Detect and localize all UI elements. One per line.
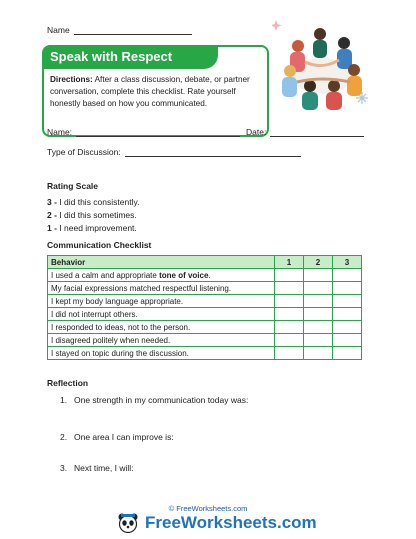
directions-label: Directions:	[50, 75, 93, 84]
brand-free: Free	[145, 513, 181, 532]
panda-icon	[117, 512, 139, 534]
date-label: Date:	[246, 127, 267, 137]
directions	[50, 74, 264, 110]
rating-cell-2[interactable]	[304, 347, 333, 360]
discussion-label: Type of Discussion:	[47, 147, 121, 157]
checklist-table	[47, 255, 362, 360]
checklist-heading: Communication Checklist	[47, 240, 152, 250]
scale-item-1	[47, 223, 137, 233]
rating-cell-3[interactable]	[333, 308, 362, 321]
table-row	[48, 269, 362, 282]
table-row	[48, 334, 362, 347]
table-row	[48, 308, 362, 321]
brand-text	[145, 513, 317, 533]
table-header-row	[48, 256, 362, 269]
scale-num: 3 -	[47, 197, 57, 207]
reflection-text: One strength in my communication today was:	[74, 395, 249, 405]
rating-cell-3[interactable]	[333, 269, 362, 282]
scale-item-3	[47, 197, 139, 207]
brand-com: .com	[276, 513, 317, 532]
table-row	[48, 347, 362, 360]
header-3: 3	[333, 256, 362, 269]
behavior-cell: I stayed on topic during the discussion.	[48, 347, 275, 360]
header-behavior: Behavior	[48, 256, 275, 269]
reflection-item-1	[60, 395, 248, 405]
behavior-post: .	[208, 270, 211, 280]
rating-cell-1[interactable]	[275, 347, 304, 360]
discussion-input-line[interactable]	[125, 148, 301, 157]
reflection-num: 1.	[60, 395, 68, 405]
table-row	[48, 295, 362, 308]
reflection-text: One area I can improve is:	[74, 432, 174, 442]
rating-cell-3[interactable]	[333, 321, 362, 334]
scale-num: 1 -	[47, 223, 57, 233]
sparkle-icon	[272, 20, 282, 31]
behavior-cell	[48, 269, 275, 282]
behavior-cell: I kept my body language appropriate.	[48, 295, 275, 308]
reflection-heading: Reflection	[47, 378, 89, 388]
brand-worksheets: Worksheets	[180, 513, 277, 532]
rating-cell-3[interactable]	[333, 334, 362, 347]
name-input-line[interactable]	[76, 128, 240, 137]
top-name-field	[47, 25, 192, 35]
rating-cell-2[interactable]	[304, 321, 333, 334]
rating-cell-3[interactable]	[333, 282, 362, 295]
table-row	[48, 282, 362, 295]
rating-cell-2[interactable]	[304, 269, 333, 282]
behavior-cell: I did not interrupt others.	[48, 308, 275, 321]
rating-cell-1[interactable]	[275, 282, 304, 295]
scale-num: 2 -	[47, 210, 57, 220]
behavior-text: I used a calm and appropriate	[51, 270, 160, 280]
footer-link[interactable]: © FreeWorksheets.com	[168, 504, 248, 513]
scale-text: I did this consistently.	[56, 197, 140, 207]
table-row	[48, 321, 362, 334]
rating-scale-heading: Rating Scale	[47, 181, 99, 191]
scale-item-2	[47, 210, 137, 220]
behavior-cell: I disagreed politely when needed.	[48, 334, 275, 347]
rating-cell-1[interactable]	[275, 321, 304, 334]
scale-text: I need improvement.	[56, 223, 137, 233]
behavior-bold: tone of voice	[159, 270, 209, 280]
discussion-row	[47, 147, 301, 157]
scale-text: I did this sometimes.	[56, 210, 137, 220]
group-circle-illustration	[272, 16, 372, 112]
reflection-num: 2.	[60, 432, 68, 442]
rating-cell-2[interactable]	[304, 295, 333, 308]
reflection-text: Next time, I will:	[74, 463, 134, 473]
directions-text: After a class discussion, debate, or partner conversation, complete this checklist. Rate yourself honestly based on how you communicated.	[50, 75, 250, 108]
top-name-label: Name	[47, 25, 70, 35]
rating-cell-3[interactable]	[333, 347, 362, 360]
rating-cell-2[interactable]	[304, 308, 333, 321]
name-date-row	[47, 127, 364, 137]
page-title: Speak with Respect	[50, 49, 173, 64]
rating-cell-1[interactable]	[275, 295, 304, 308]
date-input-line[interactable]	[270, 128, 364, 137]
reflection-num: 3.	[60, 463, 68, 473]
rating-cell-2[interactable]	[304, 334, 333, 347]
rating-cell-1[interactable]	[275, 269, 304, 282]
rating-cell-2[interactable]	[304, 282, 333, 295]
top-name-line[interactable]	[74, 26, 192, 35]
behavior-cell: I responded to ideas, not to the person.	[48, 321, 275, 334]
rating-cell-3[interactable]	[333, 295, 362, 308]
name-label: Name:	[47, 127, 73, 137]
header-1: 1	[275, 256, 304, 269]
header-2: 2	[304, 256, 333, 269]
footer-brand[interactable]	[117, 512, 317, 534]
reflection-item-3	[60, 463, 134, 473]
behavior-cell: My facial expressions matched respectful listening.	[48, 282, 275, 295]
title-box	[42, 45, 269, 137]
people-icon	[282, 28, 362, 110]
rating-cell-1[interactable]	[275, 308, 304, 321]
reflection-item-2	[60, 432, 174, 442]
rating-cell-1[interactable]	[275, 334, 304, 347]
